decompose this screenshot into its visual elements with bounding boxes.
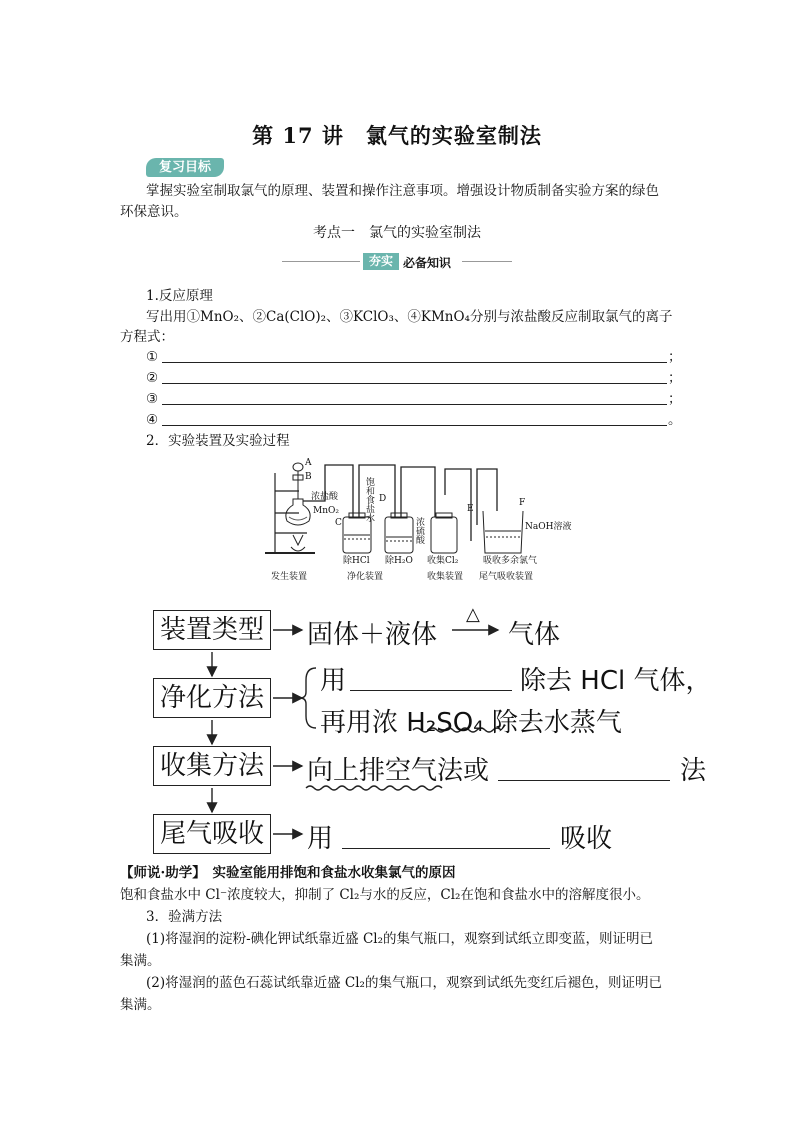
blank1-end: ； xyxy=(668,349,682,365)
blank3-num: ③ xyxy=(146,391,159,407)
label-c: C xyxy=(335,518,342,528)
label-mno2: MnO₂ xyxy=(313,506,339,516)
label-naoh: NaOH溶液 xyxy=(525,522,572,532)
blank4-num: ④ xyxy=(146,412,159,428)
item3-heading: 3．验满方法 xyxy=(146,909,223,925)
blank2-num: ② xyxy=(146,370,159,386)
section-title: 考点一 氯气的实验室制法 xyxy=(313,225,481,241)
item3-p1-line2: 集满。 xyxy=(120,953,161,969)
beaker-f xyxy=(483,511,523,553)
label-h2so4: 浓硫酸 xyxy=(414,517,424,544)
item1-line2: 方程式： xyxy=(120,329,174,345)
label-b: B xyxy=(305,472,312,482)
blank4-line[interactable] xyxy=(162,425,667,426)
label-e: E xyxy=(467,504,474,514)
flow-row2-pre: 用 xyxy=(320,666,347,696)
label-brine: 饱和食盐水 xyxy=(364,477,374,522)
caption-tail: 尾气吸收装置 xyxy=(479,572,534,582)
bottle-d xyxy=(385,513,413,553)
connecting-tubes xyxy=(303,465,497,541)
blank1-num: ① xyxy=(146,349,159,365)
objective-line2: 环保意识。 xyxy=(120,204,188,220)
blank4-end: 。 xyxy=(668,412,682,428)
flow-row3-post: 法 xyxy=(680,756,707,786)
item2-heading: 2．实验装置及实验过程 xyxy=(146,433,290,449)
label-conc-hcl: 浓盐酸 xyxy=(311,492,339,502)
item1-heading: 1.反应原理 xyxy=(146,288,213,304)
heat-triangle: △ xyxy=(466,604,480,625)
tip-heading: 【师说·助学】 实验室能用排饱和食盐水收集氯气的原因 xyxy=(120,865,456,881)
item3-p1-line1: (1)将湿润的淀粉-碘化钾试纸靠近盛 Cl₂的集气瓶口，观察到试纸立即变蓝，则证明已 xyxy=(146,931,654,947)
label-collect-cl2: 收集Cl₂ xyxy=(427,556,459,566)
label-f: F xyxy=(519,498,526,508)
review-badge: 复习目标 xyxy=(146,158,224,177)
flow-box-purify: 净化方法 xyxy=(153,678,271,718)
caption-gen: 发生装置 xyxy=(271,572,308,582)
flow-box-apparatus: 装置类型 xyxy=(153,610,271,650)
blank-collect[interactable] xyxy=(498,780,670,781)
caption-collect: 收集装置 xyxy=(427,572,464,582)
section-label: 必备知识 xyxy=(403,256,452,270)
blank2-line[interactable] xyxy=(162,383,667,384)
flow-row4-pre: 用 xyxy=(307,824,334,854)
flow-row1-text2: 气体 xyxy=(508,620,561,650)
divider-right xyxy=(462,261,512,262)
label-remove-h2o: 除H₂O xyxy=(385,556,413,566)
caption-purify: 净化装置 xyxy=(347,572,384,582)
blank1-line[interactable] xyxy=(162,362,667,363)
label-d: D xyxy=(379,494,387,504)
item3-p2-line2: 集满。 xyxy=(120,997,161,1013)
flow-box-collect: 收集方法 xyxy=(153,746,271,786)
flow-box-tail: 尾气吸收 xyxy=(153,814,271,854)
flow-row2-line2: 再用浓 H₂SO₄ 除去水蒸气 xyxy=(320,708,622,738)
tip-text: 饱和食盐水中 Cl⁻浓度较大，抑制了 Cl₂与水的反应，Cl₂在饱和食盐水中的溶解度很小。 xyxy=(120,887,650,903)
label-a: A xyxy=(305,458,312,468)
blank-purify[interactable] xyxy=(350,690,512,691)
flow-row1-text1: 固体＋液体 xyxy=(307,620,438,650)
divider-left xyxy=(282,261,360,262)
item1-line1: 写出用①MnO₂、②Ca(ClO)₂、③KClO₃、④KMnO₄分别与浓盐酸反应制取氯气的离子 xyxy=(146,309,673,325)
section-badge: 夯实 xyxy=(363,253,399,270)
item3-p2-line1: (2)将湿润的蓝色石蕊试纸靠近盛 Cl₂的集气瓶口，观察到试纸先变红后褪色，则证明已 xyxy=(146,975,662,991)
flow-row4-post: 吸收 xyxy=(560,824,613,854)
page-title: 第 17 讲 氯气的实验室制法 xyxy=(252,123,542,148)
flow-row2-post: 除去 HCl 气体， xyxy=(520,666,712,696)
blank3-line[interactable] xyxy=(162,404,667,405)
label-absorb: 吸收多余氯气 xyxy=(483,556,538,566)
objective-line1: 掌握实验室制取氯气的原理、装置和操作注意事项。增强设计物质制备实验方案的绿色 xyxy=(146,183,659,199)
label-remove-hcl: 除HCl xyxy=(343,556,370,566)
bottle-e xyxy=(431,513,457,553)
blank-tail[interactable] xyxy=(342,848,550,849)
apparatus-diagram xyxy=(255,455,575,590)
flow-row3-text: 向上排空气法或 xyxy=(307,756,490,786)
iron-stand xyxy=(265,473,315,553)
blank3-end: ； xyxy=(668,391,682,407)
blank2-end: ； xyxy=(668,370,682,386)
